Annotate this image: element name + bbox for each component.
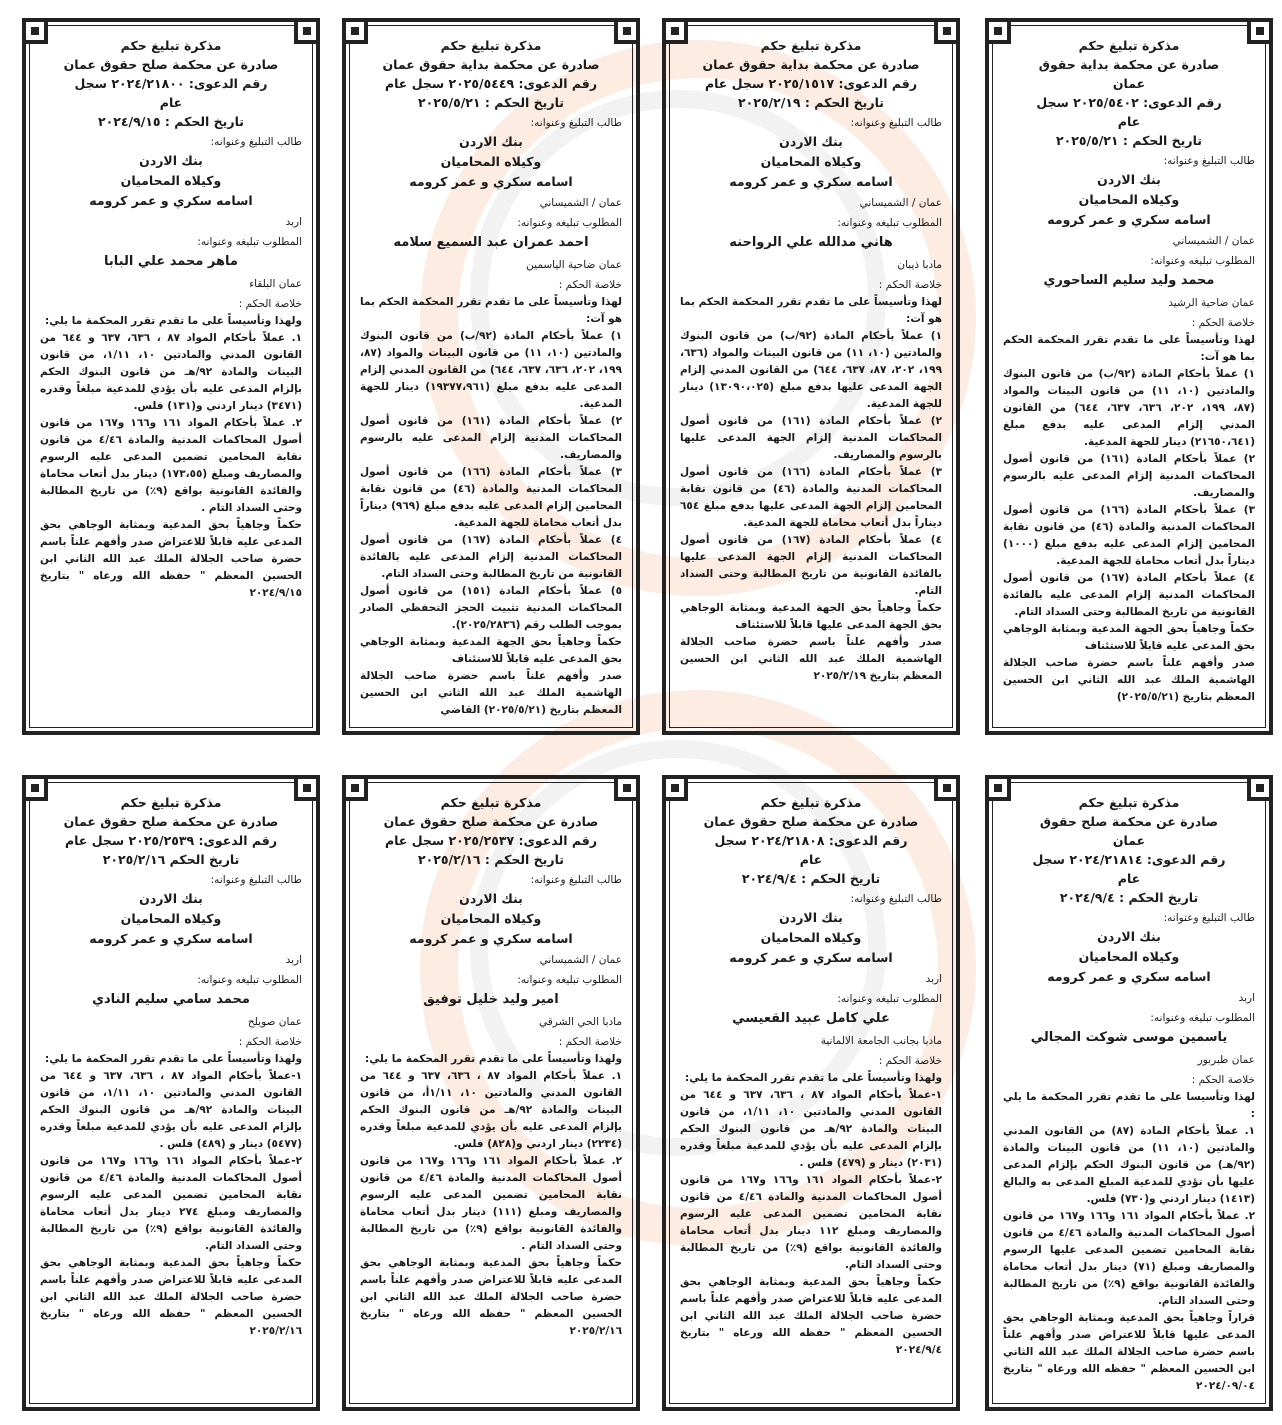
summary-label: خلاصة الحكم :	[878, 279, 942, 291]
requester-line: اسامه سكري و عمر كرومه	[409, 174, 573, 189]
judgment-date: تاريخ الحكم : ٢٠٢٥/٥/٢١	[1056, 133, 1202, 148]
requester-line: بنك الاردن	[1097, 172, 1161, 187]
judgment-intro: ولهذا وتأسيساً على ما تقدم تقرر المحكمة ما يلي:	[685, 1072, 942, 1084]
frame-corner-ornament	[1247, 775, 1273, 801]
requester-line: وكيلاه المحاميان	[1078, 949, 1180, 964]
respondent-label: المطلوب تبليغه وعنوانه:	[517, 974, 622, 986]
judgment-intro: لهذا وتأسيسا على ما تقدم تقرر المحكمة ما يلي :	[1003, 1091, 1255, 1120]
court-name: صادرة عن محكمة بداية حقوق عمان	[382, 57, 600, 72]
judgment-clause: ١. عملاً بأحكام المواد ٨٧ ، ٦٣٦، ٦٣٧ و ٦٤٤ من القانون المدني والمادتين ١٠، ١/١١أ، من قانون البينات والمادة ٩٢/هـ من قانون البنوك الحكم بإلزام المدعى عليه بأن يؤدي للمدعية مبلغاً وقدره (٢٢٣٤) دينار اردني و(٨٢٨) فلس.	[360, 1070, 623, 1150]
court-name: صادرة عن محكمة صلح حقوق عمان	[63, 57, 279, 72]
judgment-clause: ٢-عملاً بأحكام المواد ١٦١ و١٦٦ و١٦٧ من قانون أصول المحاكمات المدنية والمادة ٤/٤٦ من قانون نقابة المحامين تضمين المدعى عليه الرسوم والمصاريف ومبلغ ٢٧٤ دينار بدل أتعاب محاماة والفائدة القانونية بواقع (٩٪) من تاريخ المطالبة وحتى السداد التام.	[40, 1155, 302, 1252]
frame-corner-ornament	[294, 18, 320, 44]
judgment-clause: ٣) عملاً بأحكام المادة (١٦٦) من قانون أصول المحاكمات المدنية والمادة (٤٦) من قانون نقابة المحامين إلزام المدعى عليه بدفع مبلغ (١٠٠٠) ديناراً بدل أتعاب محاماة للجهة المدعية.	[1003, 504, 1255, 567]
case-number: رقم الدعوى: ٢٠٢٥/٢٥٣٧ سجل عام	[384, 833, 598, 848]
frame-corner-ornament	[985, 18, 1011, 44]
judgment-closing: حكماً وجاهياً بحق المدعية وبمثابة الوجاهي بحق المدعى عليه قابلاً للاعتراض صدر وأفهم علناً باسم حضرة صاحب الجلالة الملك عبد الله الثاني ابن الحسين المعظم " حفظه الله ورعاه " بتاريخ ٢٠٢٥/٢/١٦	[40, 1257, 302, 1337]
requester-address: اربد	[1238, 992, 1255, 1004]
respondent-name: ياسمين موسى شوكت المجالي	[1030, 1030, 1228, 1045]
judgment-clause: ١. عملاً بأحكام المواد ٨٧ ، ٦٣٦، ٦٣٧ و ٦٤٤ من القانون المدني والمادتين ١٠، ١/١١، من قانون البينات والمادة ٩٢/هـ من قانون البنوك الحكم بإلزام المدعى عليه بأن يؤدي للمدعية مبلغاً وقدره (٣٤٧١) دينار اردني و(١٣١) فلس.	[40, 332, 303, 412]
notice-title: مذكرة تبليغ حكم	[760, 38, 862, 53]
respondent-label: المطلوب تبليغه وعنوانه:	[517, 217, 622, 229]
respondent-name: احمد عمران عبد السميع سلامه	[393, 235, 589, 250]
judgment-intro: ولهذا وتأسيساً على ما تقدم تقرر المحكمة ما يلي:	[45, 315, 302, 327]
judgment-closing: حكماً وجاهياً بحق المدعية وبمثابة الوجاهي بحق المدعى عليه قابلاً للاعتراض صدر وأفهم علناً باسم حضرة صاحب الجلالة الملك عبد الله الثاني ابن الحسين المعظم " حفظه الله ورعاه " بتاريخ ٢٠٢٤/٩/٤	[680, 1276, 942, 1356]
judgment-date: تاريخ الحكم : ٢٠٢٥/٢/١٩	[738, 95, 884, 110]
summary-label: خلاصة الحكم :	[1191, 317, 1255, 329]
judgment-closing: حكماً وجاهياً بحق الجهة المدعية وبمثابة الوجاهي بحق المدعى عليه قابلاً للاستئناف	[360, 636, 622, 665]
summary-label: خلاصة الحكم :	[558, 279, 622, 291]
respondent-address: عمان ضاحية الياسمين	[526, 259, 622, 271]
frame-corner-ornament	[1247, 18, 1273, 44]
respondent-label: المطلوب تبليغه وعنوانه:	[197, 974, 302, 986]
respondent-address: مادبا ذيبان	[897, 259, 942, 271]
court-name: صادرة عن محكمة صلح حقوق عمان	[383, 814, 599, 829]
judgment-clause: ٣) عملاً بأحكام المادة (١٦٦) من قانون أصول المحاكمات المدنية والمادة (٤٦) من قانون نقابة المحامين إلزام الجهة المدعى عليها بدفع مبلغ ٦٥٤ ديناراً بدل أتعاب محاماة للجهة المدعية.	[680, 466, 942, 529]
requester-line: وكيلاه المحاميان	[120, 173, 222, 188]
summary-label: خلاصة الحكم :	[1191, 1074, 1255, 1086]
court-notice	[342, 18, 640, 735]
judgment-clause: ١) عملاً بأحكام المادة (٩٢/ب) من قانون البنوك والمادتين (١٠، ١١) من قانون البينات والمواد (٨٧، ١٩٩، ٢٠٢، ٦٣٦، ٦٣٧، ٦٤٤) من القانون المدني إلزام المدعى عليه بدفع مبلغ (٢١٦٥٠،٦٤١) دينار للجهة المدعية.	[1003, 368, 1255, 448]
respondent-address: مادبا الحي الشرقي	[539, 1016, 622, 1028]
requester-label: طالب التبليغ وعنوانه:	[1163, 912, 1255, 924]
court-name: صادرة عن محكمة بداية حقوق عمان	[702, 57, 920, 72]
notice-title: مذكرة تبليغ حكم	[1078, 38, 1180, 53]
judgment-date: تاريخ الحكم : ٢٠٢٤/٩/٤	[1059, 890, 1199, 905]
frame-corner-ornament	[342, 775, 368, 801]
judgment-clause: ٤) عملاً بأحكام المادة (١٦٧) من قانون أصول المحاكمات المدنية إلزام المدعى عليه بالفائدة القانونية من تاريخ المطالبة وحتى السداد التام.	[1003, 572, 1255, 618]
judgment-intro: لهذا وتأسيساً على ما تقدم تقرر المحكمة الحكم بما هو آت:	[680, 296, 942, 325]
judgment-intro: ولهذا وتأسيساً على ما تقدم تقرر المحكمة ما يلي:	[45, 1053, 302, 1065]
court-name: صادرة عن محكمة صلح حقوق عمان	[63, 814, 279, 829]
judgment-clause: ٢. عملاً بأحكام المواد ١٦١ و١٦٦ و١٦٧ من قانون أصول المحاكمات المدنية والمادة ٤/٤٦ من قانون نقابة المحامين تضمين المدعى عليه الرسوم والمصاريف ومبلغ (١٧٣،٥٥) دينار بدل أتعاب محاماة والفائدة القانونية بواقع (٩٪) من تاريخ المطالبة وحتى السداد التام .	[40, 417, 302, 514]
respondent-address: مادبا بجانب الجامعة الالمانية	[820, 1035, 942, 1047]
judgment-intro: ولهذا وتأسيساً على ما تقدم تقرر المحكمة ما يلي:	[365, 1053, 622, 1065]
requester-line: وكيلاه المحاميان	[120, 911, 222, 926]
judgment-date: تاريخ الحكم : ٢٠٢٤/٩/٤	[741, 871, 881, 886]
respondent-address: عمان البلقاء	[249, 278, 302, 290]
judgment-closing: صدر وأفهم علناً باسم حضرة صاحب الجلالة الهاشمية الملك عبد الله الثاني ابن الحسين المعظم بتاريخ (٢٠٢٥/٥/٢١) القاضي	[360, 670, 622, 716]
judgment-intro: لهذا وتأسيساً على ما تقدم تقرر المحكمة الحكم بما هو آت:	[1003, 334, 1255, 363]
summary-label: خلاصة الحكم :	[878, 1055, 942, 1067]
case-number: رقم الدعوى: ٢٠٢٤/٢١٨٠٠ سجل عام	[74, 76, 268, 110]
respondent-label: المطلوب تبليغه وعنوانه:	[837, 993, 942, 1005]
requester-address: اربد	[285, 954, 302, 966]
judgment-clause: ٢-عملاً بأحكام المواد ١٦١ و١٦٦ و١٦٧ من قانون أصول المحاكمات المدنية والمادة ٤/٤٦ من قانون نقابة المحامين تضمين المدعى عليه الرسوم والمصاريف ومبلغ ١١٢ دينار بدل أتعاب محاماة والفائدة القانونية بواقع (٩٪) من تاريخ المطالبة وحتى السداد التام.	[680, 1174, 942, 1271]
judgment-closing: حكماً وجاهياً بحق الجهة المدعية وبمثابة الوجاهي بحق المدعى عليه قابلاً للاستئناف	[1003, 623, 1255, 652]
requester-label: طالب التبليغ وعنوانه:	[850, 893, 942, 905]
judgment-clause: ٢) عملاً بأحكام المادة (١٦١) من قانون أصول المحاكمات المدنية إلزام المدعى عليه بالرسوم والمصاريف.	[1003, 453, 1255, 499]
judgment-closing: صدر وأفهم علناً باسم حضرة صاحب الجلالة الهاشمية الملك عبد الله الثاني ابن الحسين المعظم بتاريخ ٢٠٢٥/٢/١٩	[680, 636, 942, 682]
frame-corner-ornament	[662, 775, 688, 801]
requester-line: وكيلاه المحاميان	[440, 154, 542, 169]
requester-line: وكيلاه المحاميان	[1078, 192, 1180, 207]
notice-title: مذكرة تبليغ حكم	[440, 38, 542, 53]
frame-corner-ornament	[614, 775, 640, 801]
respondent-address: عمان طبربور	[1197, 1054, 1255, 1066]
respondent-name: امير وليد خليل توفيق	[423, 992, 559, 1007]
case-number: رقم الدعوى: ٢٠٢٥/١٥١٧ سجل عام	[704, 76, 918, 91]
judgment-date: تاريخ الحكم : ٢٠٢٥/٢/١٦	[418, 852, 564, 867]
notice-title: مذكرة تبليغ حكم	[120, 38, 222, 53]
judgment-clause: ١) عملاً بأحكام المادة (٩٢/ب) من قانون البنوك والمادتين (١٠، ١١) من قانون البينات والمواد (٨٧، ١٩٩، ٢٠٢، ٦٣٦، ٦٣٧، ٦٤٤) من القانون المدني إلزام المدعى عليه بدفع مبلغ (١٩٣٧٧،٩٦١) دينار للجهة المدعية.	[360, 330, 623, 410]
respondent-address: عمان صويلح	[247, 1016, 302, 1028]
requester-label: طالب التبليغ وعنوانه:	[530, 117, 622, 129]
case-number: رقم الدعوى: ٢٠٢٥/٥٤٤٩ سجل عام	[384, 76, 598, 91]
requester-label: طالب التبليغ وعنوانه:	[210, 136, 302, 148]
case-number: رقم الدعوى: ٢٠٢٤/٢١٨٠٨ سجل عام	[714, 833, 908, 867]
judgment-clause: ٤) عملاً بأحكام المادة (١٦٧) من قانون أصول المحاكمات المدنية إلزام الجهة المدعى عليها بالفائدة القانونية من تاريخ المطالبة وحتى السداد التام.	[680, 534, 942, 597]
requester-address: عمان / الشميساني	[859, 197, 942, 209]
court-notice	[985, 18, 1273, 735]
requester-address: اربد	[285, 216, 302, 228]
frame-corner-ornament	[294, 775, 320, 801]
court-notice	[985, 775, 1273, 1411]
requester-line: وكيلاه المحاميان	[760, 930, 862, 945]
frame-corner-ornament	[662, 18, 688, 44]
judgment-clause: ١) عملاً بأحكام المادة (٩٢/ب) من قانون البنوك والمادتين (١٠، ١١) من قانون البينات والمواد (٦٣٦، ١٩٩، ٢٠٢، ٨٧، ٦٣٧، ٦٤٤) من القانون المدني إلزام الجهة المدعى عليها بدفع مبلغ (١٣٠٩٠،٠٢٥) دينار للجهة المدعية.	[680, 330, 942, 410]
respondent-label: المطلوب تبليغه وعنوانه:	[837, 217, 942, 229]
judgment-intro: لهذا وتأسيساً على ما تقدم تقرر المحكمة الحكم بما هو آت:	[360, 296, 622, 325]
frame-corner-ornament	[342, 18, 368, 44]
judgment-date: تاريخ الحكم : ٢٠٢٤/٩/١٥	[98, 114, 244, 129]
requester-line: بنك الاردن	[779, 134, 843, 149]
requester-line: اسامه سكري و عمر كرومه	[1047, 212, 1211, 227]
judgment-clause: ٢. عملاً بأحكام المواد ١٦١ و١٦٦ و١٦٧ من قانون أصول المحاكمات المدنية والمادة ٤/٤٦ من قانون نقابة المحامين تضمين المدعى عليه الرسوم والمصاريف ومبلغ (١١١) دينار بدل أتعاب محاماة والفائدة القانونية بواقع (٩٪) من تاريخ المطالبة وحتى السداد التام .	[360, 1155, 622, 1252]
respondent-name: هاني مدالله علي الرواحنه	[729, 235, 893, 250]
requester-address: عمان / الشميساني	[539, 954, 622, 966]
respondent-address: عمان ضاحية الرشيد	[1168, 297, 1255, 309]
requester-label: طالب التبليغ وعنوانه:	[210, 874, 302, 886]
summary-label: خلاصة الحكم :	[558, 1036, 622, 1048]
notice-title: مذكرة تبليغ حكم	[1078, 795, 1180, 810]
court-name: صادرة عن محكمة صلح حقوق عمان	[703, 814, 919, 829]
notice-title: مذكرة تبليغ حكم	[440, 795, 542, 810]
requester-label: طالب التبليغ وعنوانه:	[1163, 155, 1255, 167]
judgment-closing: قراراً وجاهياً بحق المدعية وبمثابة الوجاهي بحق المدعى عليها قابلاً للاعتراض صدر وأفهم علناً باسم حضرة صاحب الجلالة الملك عبد الله الثاني ابن الحسين المعظم " حفظه الله ورعاه " بتاريخ ٢٠٢٤/٠٩/٠٤	[1003, 1312, 1255, 1392]
respondent-name: محمد سامي سليم النادي	[92, 992, 250, 1007]
requester-line: بنك الاردن	[779, 910, 843, 925]
court-notice	[22, 775, 320, 1411]
judgment-closing: حكماً وجاهياً بحق الجهة المدعية وبمثابة الوجاهي بحق الجهة المدعى عليها قابلاً للاستئناف	[680, 602, 942, 631]
notice-title: مذكرة تبليغ حكم	[120, 795, 222, 810]
judgment-closing: حكماً وجاهياً بحق المدعية وبمثابة الوجاهي بحق المدعى عليه قابلاً للاعتراض صدر وأفهم علناً باسم حضرة صاحب الجلالة الملك عبد الله الثاني ابن الحسين المعظم " حفظه الله ورعاه " بتاريخ ٢٠٢٥/٢/١٦	[360, 1257, 622, 1337]
requester-line: بنك الاردن	[459, 134, 523, 149]
requester-line: اسامه سكري و عمر كرومه	[89, 193, 253, 208]
requester-address: عمان / الشميساني	[539, 197, 622, 209]
respondent-name: ماهر محمد علي البابا	[104, 254, 238, 269]
requester-line: وكيلاه المحاميان	[760, 154, 862, 169]
court-notice	[662, 18, 960, 735]
court-name: صادرة عن محكمة صلح حقوق عمان	[1039, 814, 1219, 848]
respondent-name: محمد وليد سليم الساحوري	[1043, 273, 1215, 288]
judgment-clause: ١. عملاً بأحكام المادة (٨٧) من القانون المدني والمادتين (١٠، ١١) من قانون البينات والمادة (٩٢/هـ) من قانون البنوك الحكم بإلزام المدعى عليها بأن تؤدي للمدعية المبلغ المدعى به والبالغ (١٤١٣) دينار اردني و(٧٣٠) فلس.	[1003, 1125, 1255, 1205]
court-name: صادرة عن محكمة بداية حقوق عمان	[1038, 57, 1220, 91]
requester-line: بنك الاردن	[139, 891, 203, 906]
court-notice	[662, 775, 960, 1411]
respondent-label: المطلوب تبليغه وعنوانه:	[197, 236, 302, 248]
respondent-label: المطلوب تبليغه وعنوانه:	[1150, 1012, 1255, 1024]
requester-line: اسامه سكري و عمر كرومه	[1047, 969, 1211, 984]
requester-line: وكيلاه المحاميان	[440, 911, 542, 926]
judgment-clause: ٢. عملاً بأحكام المواد ١٦١ و١٦٦ و١٦٧ من قانون أصول المحاكمات المدنية والمادة ٤/٤٦ من قانون نقابة المحامين تضمين المدعى عليها الرسوم والمصاريف ومبلغ (٧١) دينار بدل أتعاب محاماة والفائدة القانونية بواقع (٩٪) من تاريخ المطالبة وحتى السداد التام.	[1003, 1210, 1255, 1307]
case-number: رقم الدعوى: ٢٠٢٤/٢١٨١٤ سجل عام	[1032, 852, 1226, 886]
judgment-closing: حكماً وجاهياً بحق المدعية وبمثابة الوجاهي بحق المدعى عليه قابلاً للاعتراض صدر وأفهم علناً باسم حضرة صاحب الجلالة الملك عبد الله الثاني ابن الحسين المعظم " حفظه الله ورعاه " بتاريخ ٢٠٢٤/٩/١٥	[40, 519, 302, 599]
court-notice	[342, 775, 640, 1411]
summary-label: خلاصة الحكم :	[238, 1036, 302, 1048]
frame-corner-ornament	[934, 775, 960, 801]
frame-corner-ornament	[934, 18, 960, 44]
judgment-clause: ٢) عملاً بأحكام المادة (١٦١) من قانون أصول المحاكمات المدنية إلزام الجهة المدعى عليها بالرسوم والمصاريف.	[680, 415, 942, 461]
requester-line: اسامه سكري و عمر كرومه	[89, 931, 253, 946]
frame-corner-ornament	[614, 18, 640, 44]
frame-corner-ornament	[22, 18, 48, 44]
judgment-clause: ٢) عملاً بأحكام المادة (١٦١) من قانون أصول المحاكمات المدنية إلزام المدعى عليه بالرسوم والمصاريف.	[360, 415, 622, 461]
requester-line: اسامه سكري و عمر كرومه	[729, 174, 893, 189]
judgment-date: تاريخ الحكم : ٢٠٢٥/٥/٢١	[418, 95, 564, 110]
requester-label: طالب التبليغ وعنوانه:	[530, 874, 622, 886]
judgment-clause: ٣) عملاً بأحكام المادة (١٦٦) من قانون أصول المحاكمات المدنية والمادة (٤٦) من قانون نقابة المحامين إلزام المدعى عليه بدفع مبلغ (٩٦٩) ديناراً بدل أتعاب محاماة للجهة المدعية.	[360, 466, 622, 529]
judgment-date: تاريخ الحكم ٢٠٢٥/٢/١٦	[102, 852, 240, 867]
requester-line: اسامه سكري و عمر كرومه	[409, 931, 573, 946]
notice-title: مذكرة تبليغ حكم	[760, 795, 862, 810]
requester-line: بنك الاردن	[459, 891, 523, 906]
case-number: رقم الدعوى: ٢٠٢٥/٥٤٠٢ سجل عام	[1036, 95, 1222, 129]
judgment-clause: ١-عملاً بأحكام المواد ٨٧ ، ٦٣٦، ٦٣٧ و ٦٤٤ من القانون المدني والمادتين ١٠، ١/١١، من قانون البينات والمادة ٩٢/هـ من قانون البنوك الحكم بإلزام المدعى عليه بأن يؤدي للمدعية مبلغاً وقدره (٢٠٣١) دينار و (٤٧٩) فلس .	[680, 1089, 943, 1169]
requester-line: اسامه سكري و عمر كرومه	[729, 950, 893, 965]
judgment-clause: ٥) عملاً بأحكام المادة (١٥١) من قانون أصول المحاكمات المدنية تثبيت الحجز التحفظي الصادر بموجب الطلب رقم (٢٠٢٥/٢٨٣٦).	[360, 585, 622, 631]
respondent-label: المطلوب تبليغه وعنوانه:	[1150, 255, 1255, 267]
frame-corner-ornament	[22, 775, 48, 801]
requester-address: اربد	[925, 973, 942, 985]
requester-line: بنك الاردن	[139, 153, 203, 168]
court-notice	[22, 18, 320, 735]
judgment-clause: ٤) عملاً بأحكام المادة (١٦٧) من قانون أصول المحاكمات المدنية إلزام المدعى عليه بالفائدة القانونية من تاريخ المطالبة وحتى السداد التام.	[360, 534, 622, 580]
judgment-closing: صدر وأفهم علناً باسم حضرة صاحب الجلالة الهاشمية الملك عبد الله الثاني ابن الحسين المعظم بتاريخ (٢٠٢٥/٥/٢١)	[1003, 657, 1255, 703]
summary-label: خلاصة الحكم :	[238, 298, 302, 310]
requester-label: طالب التبليغ وعنوانه:	[850, 117, 942, 129]
case-number: رقم الدعوى: ٢٠٢٥/٢٥٣٩ سجل عام	[64, 833, 278, 848]
requester-line: بنك الاردن	[1097, 929, 1161, 944]
judgment-clause: ١-عملاً بأحكام المواد ٨٧ ، ٦٣٦، ٦٣٧ و ٦٤٤ من القانون المدني والمادتين ١٠، ١/١١، من قانون البينات والمادة ٩٢/هـ من قانون البنوك الحكم بإلزام المدعى عليه بأن يؤدي للمدعية مبلغاً وقدره (٥٤٧٧) دينار و (٤٨٩) فلس .	[40, 1070, 303, 1150]
requester-address: عمان / الشميساني	[1172, 235, 1255, 247]
frame-corner-ornament	[985, 775, 1011, 801]
respondent-name: علي كامل عبيد القعيسي	[732, 1011, 890, 1026]
